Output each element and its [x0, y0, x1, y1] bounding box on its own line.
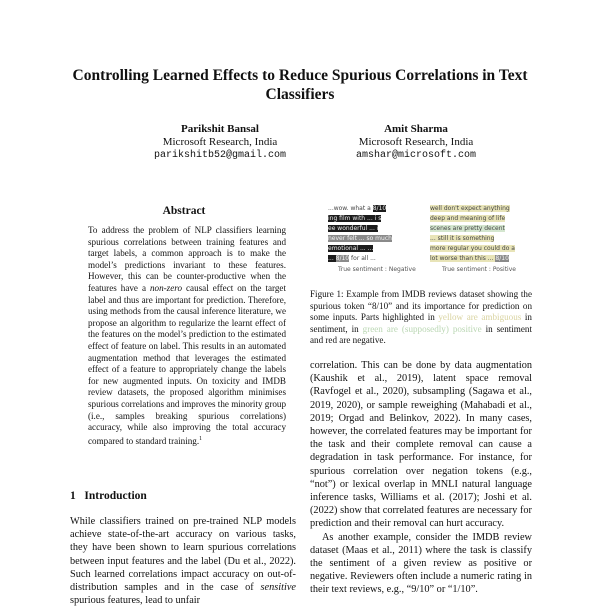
- intro-italic: sensitive: [260, 582, 296, 594]
- fig-left-line-5: emotional ... ...: [328, 245, 374, 252]
- right-paragraph-2: As another example, consider the IMDB review dataset (Maas et al., 2011) where the task is classify the sentiment of a given review as positive or negative. Reviewers often include a numeric rating in their text reviews, e.g., “9/10” or “1/10”.: [310, 531, 532, 596]
- section-number: 1: [70, 490, 76, 502]
- author-1: [110, 123, 330, 162]
- section-title: Introduction: [84, 490, 147, 502]
- abstract-text-1: To address the problem of NLP classifiers learning spurious correlations between training features and target labels, a common approach is to make the model’s predictions invariant to these features. However, this can be counter-productive when the features have a: [88, 225, 286, 293]
- fig-left-line-1a: ...wow. what a: [328, 205, 373, 212]
- author-2: [306, 123, 526, 162]
- fig-left-token-2: 8/10: [335, 255, 350, 262]
- figure-caption: [310, 289, 532, 347]
- caption-green: green are (supposedly) positive: [362, 323, 482, 334]
- fig-right-line-2: deep and meaning of life: [430, 215, 506, 222]
- abstract-italic: non-zero: [150, 282, 182, 293]
- intro-paragraph: [70, 515, 296, 607]
- caption-text-1: Figure 1: Example from IMDB reviews dataset showing the spurious token “8/10” and its importance for prediction on some inputs. Parts highlighted in: [310, 289, 532, 323]
- author-2-name: Amit Sharma: [384, 123, 448, 135]
- figure-label-right: [442, 266, 516, 273]
- fig-right-line-5: more regular you could do a: [430, 245, 515, 252]
- section-heading: [70, 490, 300, 502]
- figure-panel-positive: [430, 204, 526, 264]
- fig-left-line-2: ing film with ... i s: [328, 215, 382, 222]
- author-1-affiliation: Microsoft Research, India: [162, 136, 278, 148]
- figure-label-left: [338, 266, 416, 273]
- fig-left-line-3: ee wonderful ... i: [328, 225, 379, 232]
- figure-panel-negative: [328, 204, 424, 264]
- right-paragraph-1: correlation. This can be done by data augmentation (Kaushik et al., 2019), latent space removal (Ravfogel et al., 2020), subsampling (Sagawa et al., 2019, 2020), or sample reweighing (Mahabadi et al., 2019; Orgad and Belinkov, 2022). In many cases, however, the correlated features may be important for the task and their complete removal can cause a degradation in task performance. For instance, for spurious correlation over negation tokens (e.g., “not”) or lexical overlap in MNLI natural language inference tasks, Williams et al. (2017); Joshi et al. (2022) show that correlated features are necessary for prediction and their removal can hurt accuracy.: [310, 360, 532, 530]
- author-1-name: Parikshit Bansal: [181, 123, 259, 135]
- fig-right-line-6a: lot worse than this ...: [430, 255, 496, 262]
- fig-left-line-6c: for all ...: [349, 255, 376, 262]
- intro-text-1: While classifiers trained on pre-trained NLP models achieve state-of-the-art accuracy on various tasks, they have been shown to learn spurious correlations between input features and the label (Du et al., 2022). Such learned correlations impact accuracy on out-of-distribution samples and in the case of: [70, 516, 296, 594]
- author-2-affiliation: Microsoft Research, India: [358, 136, 474, 148]
- fig-left-line-4: never felt ... so much: [328, 235, 392, 242]
- fig-right-token: 8/10: [495, 255, 509, 262]
- footnote-mark[interactable]: 1: [199, 435, 203, 442]
- fig-right-line-1: well don't expect anything: [430, 205, 510, 212]
- fig-right-line-3: scenes are pretty decent: [430, 225, 505, 232]
- fig-label-left-value: Negative: [388, 266, 416, 273]
- caption-text-3: in sentiment and red are negative.: [310, 323, 532, 346]
- fig-label-right-value: Positive: [492, 266, 516, 273]
- paper-title: Controlling Learned Effects to Reduce Spurious Correlations in Text Classifiers: [72, 67, 528, 103]
- abstract-heading: Abstract: [162, 205, 206, 217]
- fig-left-token-1: 8/10: [372, 205, 387, 212]
- caption-yellow: yellow are ambiguous: [438, 312, 522, 323]
- fig-label-right-prefix: True sentiment :: [442, 266, 493, 273]
- intro-text-2: spurious features, lead to unfair: [70, 595, 201, 607]
- fig-left-line-6a: ...: [328, 255, 336, 262]
- abstract-text-2: causal effect on the target label and thus are important for prediction. Therefore, using methods from the causal inference literature, we propose an algorithm to regularize the learnt effect of the features on the model’s prediction to the estimated effect of feature on label. This results in an automated augmentation method that leverages the estimated effect of a feature to appropriately change the labels for new augmented inputs. On toxicity and IMDB review datasets, the proposed algorithm minimises spurious correlations and improves the minority group (i.e., samples breaking spurious correlations) accuracy, while also improving the total accuracy compared to standard training.: [88, 282, 287, 446]
- abstract-body: [88, 225, 286, 447]
- caption-text-2: in sentiment, in: [310, 312, 532, 334]
- figure-1: [322, 204, 530, 282]
- fig-label-left-prefix: True sentiment :: [338, 266, 389, 273]
- right-column-body: [310, 359, 532, 597]
- author-2-email[interactable]: amshar@microsoft.com: [355, 150, 477, 161]
- fig-right-line-4: ... still it is something: [430, 235, 495, 242]
- author-1-email[interactable]: parikshitb52@gmail.com: [153, 150, 287, 161]
